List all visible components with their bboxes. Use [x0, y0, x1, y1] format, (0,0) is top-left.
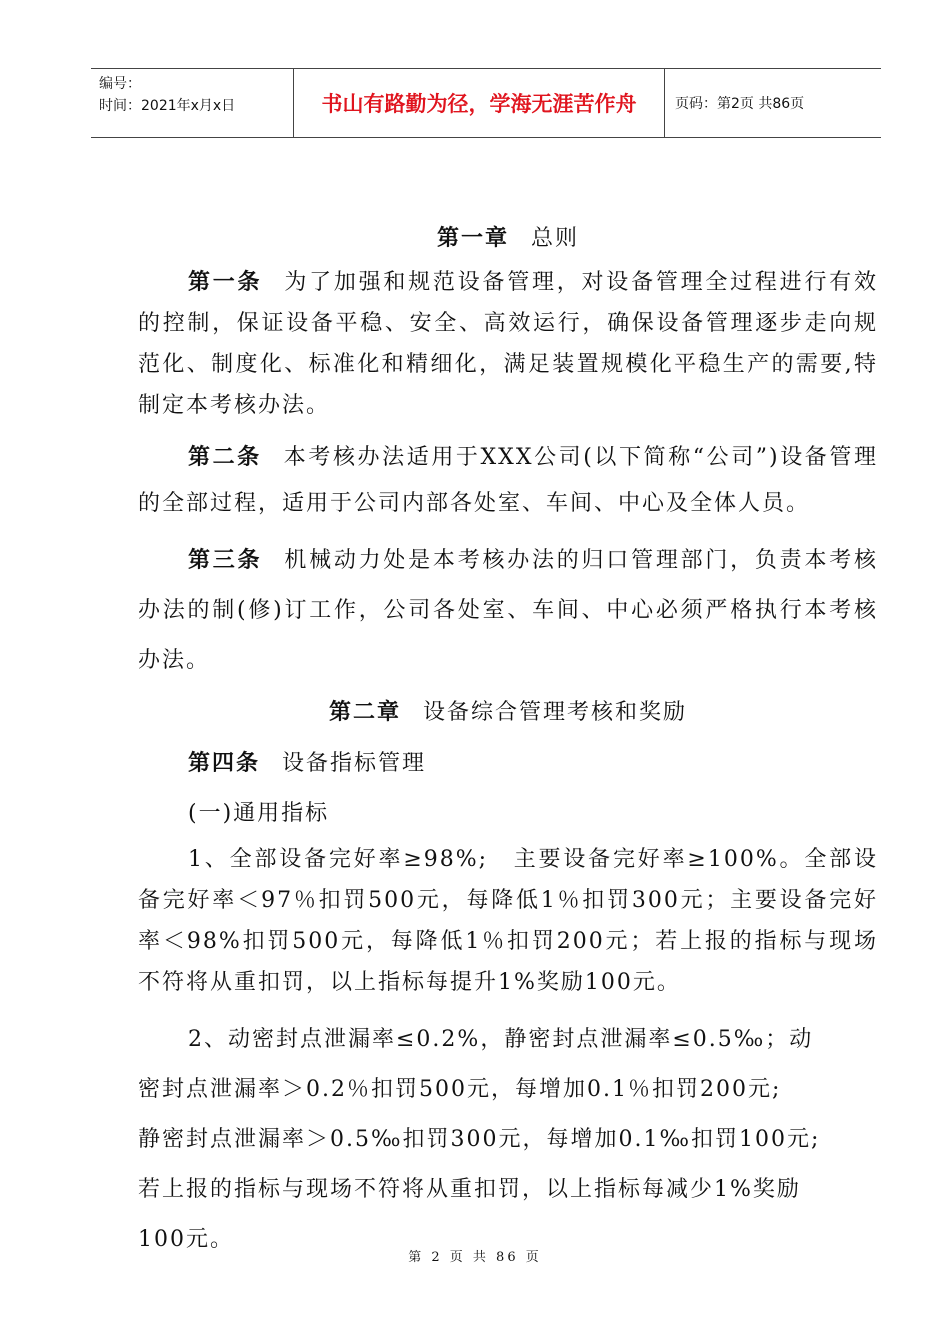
chapter-1-heading	[138, 214, 878, 262]
item-2-line-3: 静密封点泄漏率＞0.5‰扣罚300元，每增加0.1‰扣罚100元;	[138, 1127, 821, 1152]
page-footer: 第 2 页 共 86 页	[408, 1250, 542, 1265]
item-2-line-4: 若上报的指标与现场不符将从重扣罚，以上指标每减少1%奖励	[138, 1177, 801, 1202]
page-header	[91, 68, 881, 138]
subsection-general-indicators: (一)通用指标	[188, 801, 330, 826]
article-4	[138, 738, 878, 789]
header-page-info: 页码：第2页 共86页	[675, 96, 805, 112]
article-4-text: 设备指标管理	[282, 751, 427, 776]
chapter-1-title: 总则	[531, 226, 580, 251]
item-2-line-2: 密封点泄漏率＞0.2％扣罚500元，每增加0.1％扣罚200元;	[138, 1077, 782, 1102]
item-2-line-5: 100元。	[138, 1227, 234, 1252]
article-2-label: 第二条	[188, 444, 262, 470]
document-body	[138, 214, 878, 1265]
chapter-2-heading	[138, 686, 878, 738]
article-3-label: 第三条	[188, 547, 263, 573]
header-motto: 书山有路勤为径，学海无涯苦作舟	[321, 92, 637, 116]
number-label: 编号：	[99, 76, 141, 92]
article-3	[138, 535, 878, 686]
header-meta	[91, 69, 293, 137]
article-1-label: 第一条	[188, 269, 263, 295]
article-3-text: 机械动力处是本考核办法的归口管理部门，负责本考核办法的制(修)订工作，公司各处室、车间、中心必须严格执行本考核办法。	[138, 548, 878, 673]
chapter-1-number: 第一章	[436, 225, 509, 251]
item-2-line-1: 2、动密封点泄漏率≤0.2%，静密封点泄漏率≤0.5‰；动	[188, 1027, 814, 1052]
time-label: 时间：2021年x月x日	[99, 98, 236, 114]
article-2	[138, 434, 878, 527]
chapter-2-title: 设备综合管理考核和奖励	[423, 700, 688, 725]
item-1: 1、全部设备完好率≥98%; 主要设备完好率≥100%。全部设备完好率＜97％扣罚500元，每降低1％扣罚300元；主要设备完好率＜98%扣罚500元，每降低1％扣罚200元；若上报的指标与现场不符将从重扣罚，以上指标每提升1%奖励100元。	[138, 847, 878, 995]
article-1	[138, 262, 878, 426]
article-2-text: 本考核办法适用于XXX公司(以下简称“公司”)设备管理的全部过程，适用于公司内部各处室、车间、中心及全体人员。	[138, 445, 878, 516]
article-4-label: 第四条	[188, 750, 261, 776]
chapter-2-number: 第二章	[328, 699, 401, 725]
header-motto-cell	[293, 69, 665, 137]
article-1-text: 为了加强和规范设备管理，对设备管理全过程进行有效的控制，保证设备平稳、安全、高效运行，确保设备管理逐步走向规范化、制度化、标准化和精细化，满足装置规模化平稳生产的需要,特制定本考核办法。	[138, 270, 878, 418]
